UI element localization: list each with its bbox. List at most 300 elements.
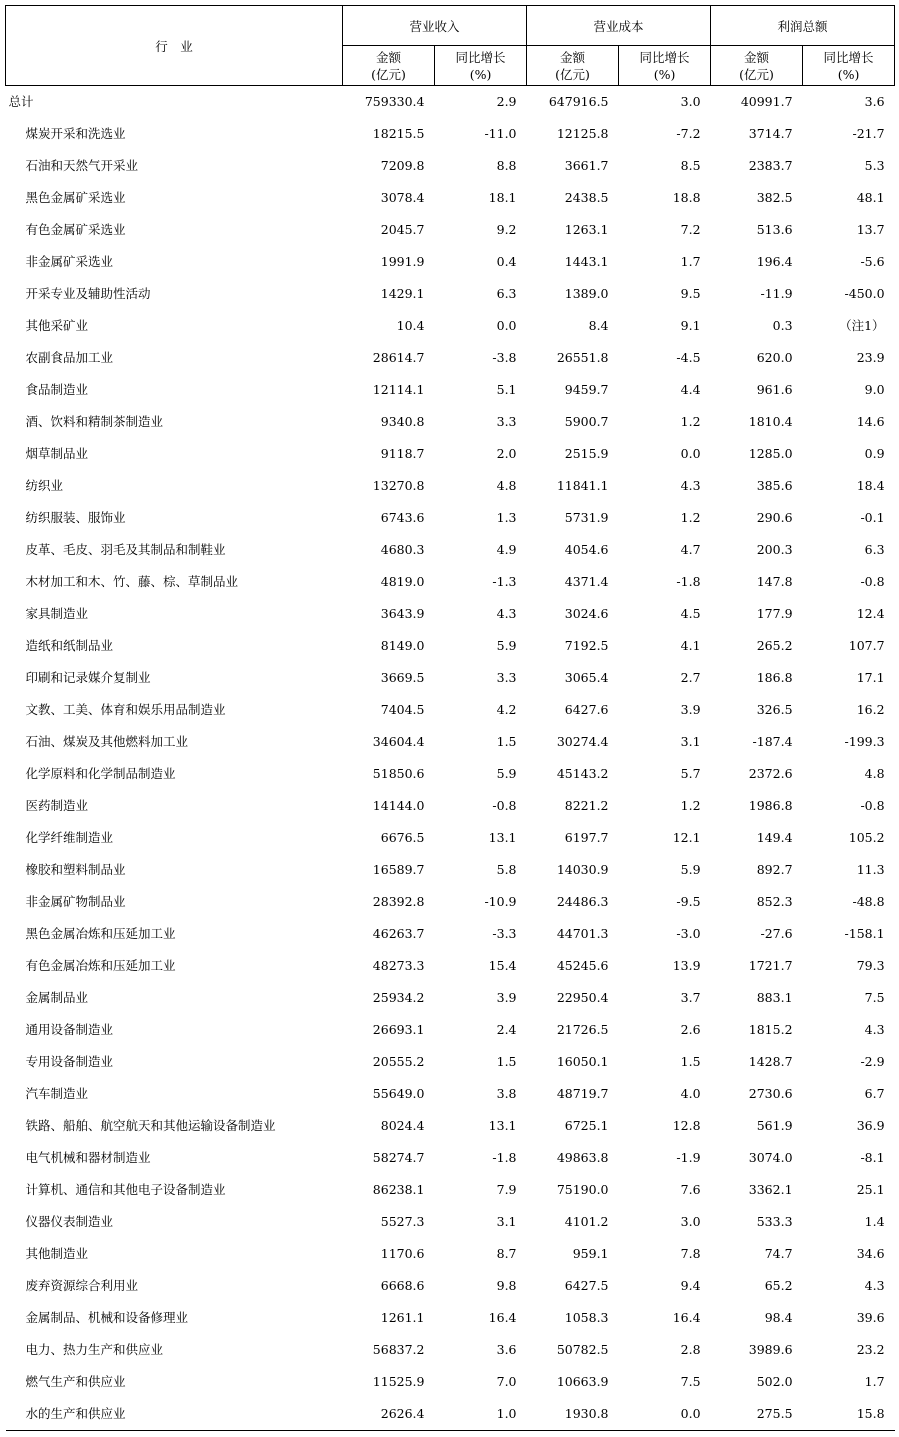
header-sub-amount: 金额 (亿元) <box>343 46 435 86</box>
industry-name: 食品制造业 <box>25 382 89 397</box>
amount-cell: 65.2 <box>764 1278 793 1293</box>
table-row <box>6 1206 895 1238</box>
growth-cell: 1.2 <box>680 414 701 429</box>
growth-cell: 5.9 <box>680 862 701 877</box>
amount-cell: 2515.9 <box>564 446 609 461</box>
growth-cell: 3.9 <box>496 990 517 1005</box>
growth-cell: 36.9 <box>856 1118 885 1133</box>
growth-cell: 23.9 <box>856 350 885 365</box>
amount-cell: 382.5 <box>756 190 793 205</box>
amount-cell: 11841.1 <box>556 478 609 493</box>
growth-cell: 7.9 <box>496 1182 517 1197</box>
total-row <box>6 86 895 119</box>
table-row <box>6 1142 895 1174</box>
amount-cell: 1986.8 <box>748 798 793 813</box>
growth-cell: 1.5 <box>496 734 517 749</box>
table-row <box>6 470 895 502</box>
growth-cell: -9.5 <box>676 894 701 909</box>
table-row <box>6 1398 895 1431</box>
growth-cell: 3.1 <box>680 734 701 749</box>
growth-cell: 17.1 <box>856 670 885 685</box>
industry-name: 其他采矿业 <box>25 318 89 333</box>
amount-cell: 86238.1 <box>372 1182 425 1197</box>
amount-cell: 26551.8 <box>556 350 609 365</box>
growth-cell: 1.7 <box>680 254 701 269</box>
industry-name: 皮革、毛皮、羽毛及其制品和制鞋业 <box>25 542 226 557</box>
table-row <box>6 886 895 918</box>
industry-name: 酒、饮料和精制茶制造业 <box>25 414 164 429</box>
amount-cell: 3074.0 <box>748 1150 793 1165</box>
growth-cell: 107.7 <box>848 638 885 653</box>
amount-cell: 4819.0 <box>380 574 425 589</box>
growth-cell: 5.7 <box>680 766 701 781</box>
growth-cell: 4.1 <box>680 638 701 653</box>
header-sub-growth: 同比增长 (%) <box>435 46 527 86</box>
growth-cell: （注1） <box>839 318 885 333</box>
growth-cell: 8.5 <box>680 158 701 173</box>
table-row <box>6 1110 895 1142</box>
table-row <box>6 790 895 822</box>
growth-cell: -0.8 <box>860 574 885 589</box>
amount-cell: 8149.0 <box>380 638 425 653</box>
table-row <box>6 1174 895 1206</box>
growth-cell: 7.5 <box>680 1374 701 1389</box>
amount-cell: 149.4 <box>756 830 793 845</box>
amount-cell: 3661.7 <box>564 158 609 173</box>
amount-cell: 58274.7 <box>372 1150 425 1165</box>
amount-cell: 961.6 <box>756 382 793 397</box>
amount-cell: 326.5 <box>756 702 793 717</box>
industry-name: 仪器仪表制造业 <box>25 1214 114 1229</box>
table-row <box>6 1238 895 1270</box>
growth-cell: 8.8 <box>496 158 517 173</box>
growth-cell: 8.7 <box>496 1246 517 1261</box>
amount-cell: 2045.7 <box>380 222 425 237</box>
amount-cell: 3078.4 <box>380 190 425 205</box>
amount-cell: 3362.1 <box>748 1182 793 1197</box>
growth-cell: 3.3 <box>496 414 517 429</box>
amount-cell: 892.7 <box>756 862 793 877</box>
amount-cell: 12114.1 <box>372 382 425 397</box>
amount-cell: 7192.5 <box>564 638 609 653</box>
growth-cell: -450.0 <box>844 286 885 301</box>
growth-cell: 1.2 <box>680 798 701 813</box>
table-row <box>6 438 895 470</box>
amount-cell: 759330.4 <box>364 94 425 109</box>
growth-cell: 105.2 <box>848 830 885 845</box>
growth-cell: 4.8 <box>496 478 517 493</box>
growth-cell: 5.9 <box>496 638 517 653</box>
industry-name: 专用设备制造业 <box>25 1054 114 1069</box>
growth-cell: -4.5 <box>676 350 701 365</box>
growth-cell: 3.6 <box>864 94 885 109</box>
amount-cell: 1443.1 <box>564 254 609 269</box>
growth-cell: 11.3 <box>856 862 885 877</box>
table-row <box>6 1302 895 1334</box>
growth-cell: 13.7 <box>856 222 885 237</box>
table-row <box>6 822 895 854</box>
table-row <box>6 214 895 246</box>
industry-name: 铁路、船舶、航空航天和其他运输设备制造业 <box>25 1118 276 1133</box>
growth-cell: 4.9 <box>496 542 517 557</box>
header-profit: 利润总额 <box>711 6 895 46</box>
growth-cell: 7.0 <box>496 1374 517 1389</box>
amount-cell: 177.9 <box>756 606 793 621</box>
table-row <box>6 374 895 406</box>
amount-cell: 12125.8 <box>556 126 609 141</box>
table-row <box>6 278 895 310</box>
growth-cell: 1.3 <box>496 510 517 525</box>
table-row <box>6 982 895 1014</box>
industry-name: 化学原料和化学制品制造业 <box>25 766 176 781</box>
growth-cell: 9.2 <box>496 222 517 237</box>
growth-cell: 6.7 <box>864 1086 885 1101</box>
amount-cell: 5731.9 <box>564 510 609 525</box>
amount-cell: 13270.8 <box>372 478 425 493</box>
growth-cell: 9.1 <box>680 318 701 333</box>
industry-name: 纺织服装、服饰业 <box>25 510 126 525</box>
growth-cell: -7.2 <box>676 126 701 141</box>
growth-cell: -1.9 <box>676 1150 701 1165</box>
amount-cell: 561.9 <box>756 1118 793 1133</box>
growth-cell: -48.8 <box>852 894 885 909</box>
growth-cell: 1.4 <box>864 1214 885 1229</box>
growth-cell: -1.3 <box>492 574 517 589</box>
amount-cell: 8024.4 <box>380 1118 425 1133</box>
growth-cell: 9.4 <box>680 1278 701 1293</box>
growth-cell: 0.9 <box>864 446 885 461</box>
table-row <box>6 150 895 182</box>
industry-name: 计算机、通信和其他电子设备制造业 <box>25 1182 226 1197</box>
growth-cell: 12.8 <box>672 1118 701 1133</box>
growth-cell: -158.1 <box>844 926 885 941</box>
amount-cell: 6427.5 <box>564 1278 609 1293</box>
amount-cell: 147.8 <box>756 574 793 589</box>
growth-cell: 15.8 <box>856 1406 885 1421</box>
growth-cell: 5.8 <box>496 862 517 877</box>
growth-cell: 7.8 <box>680 1246 701 1261</box>
header-sub-amount: 金额 (亿元) <box>711 46 803 86</box>
growth-cell: -0.8 <box>860 798 885 813</box>
industry-name: 医药制造业 <box>25 798 89 813</box>
amount-cell: 34604.4 <box>372 734 425 749</box>
table-row <box>6 1366 895 1398</box>
amount-cell: 46263.7 <box>372 926 425 941</box>
growth-cell: 2.6 <box>680 1022 701 1037</box>
table-row <box>6 534 895 566</box>
industry-name: 有色金属矿采选业 <box>25 222 126 237</box>
amount-cell: 98.4 <box>764 1310 793 1325</box>
amount-cell: 28614.7 <box>372 350 425 365</box>
amount-cell: 959.1 <box>572 1246 609 1261</box>
table-row <box>6 694 895 726</box>
header-sub-amount: 金额 (亿元) <box>527 46 619 86</box>
industry-name: 纺织业 <box>25 478 64 493</box>
amount-cell: 16589.7 <box>372 862 425 877</box>
industry-name: 电力、热力生产和供应业 <box>25 1342 164 1357</box>
growth-cell: 4.7 <box>680 542 701 557</box>
growth-cell: 1.5 <box>496 1054 517 1069</box>
amount-cell: 265.2 <box>756 638 793 653</box>
amount-cell: 5527.3 <box>380 1214 425 1229</box>
table-row <box>6 662 895 694</box>
amount-cell: 6668.6 <box>380 1278 425 1293</box>
amount-cell: 11525.9 <box>372 1374 425 1389</box>
growth-cell: 0.4 <box>496 254 517 269</box>
growth-cell: 79.3 <box>856 958 885 973</box>
amount-cell: 852.3 <box>756 894 793 909</box>
growth-cell: 2.0 <box>496 446 517 461</box>
amount-cell: 14030.9 <box>556 862 609 877</box>
amount-cell: 26693.1 <box>372 1022 425 1037</box>
table-row <box>6 502 895 534</box>
growth-cell: 4.0 <box>680 1086 701 1101</box>
growth-cell: -2.9 <box>860 1054 885 1069</box>
amount-cell: 3989.6 <box>748 1342 793 1357</box>
table-row <box>6 118 895 150</box>
amount-cell: 883.1 <box>756 990 793 1005</box>
growth-cell: 4.5 <box>680 606 701 621</box>
header-group-row <box>6 6 895 46</box>
table-row <box>6 1078 895 1110</box>
amount-cell: 10663.9 <box>556 1374 609 1389</box>
growth-cell: 3.3 <box>496 670 517 685</box>
amount-cell: 647916.5 <box>548 94 609 109</box>
industry-name: 木材加工和木、竹、藤、棕、草制品业 <box>25 574 239 589</box>
growth-cell: 3.6 <box>496 1342 517 1357</box>
amount-cell: 3714.7 <box>748 126 793 141</box>
amount-cell: 9118.7 <box>380 446 425 461</box>
amount-cell: 2383.7 <box>748 158 793 173</box>
growth-cell: 3.9 <box>680 702 701 717</box>
amount-cell: 56837.2 <box>372 1342 425 1357</box>
growth-cell: 4.3 <box>680 478 701 493</box>
industry-name: 化学纤维制造业 <box>25 830 114 845</box>
growth-cell: 16.4 <box>672 1310 701 1325</box>
growth-cell: 3.7 <box>680 990 701 1005</box>
industry-name: 通用设备制造业 <box>25 1022 114 1037</box>
growth-cell: 23.2 <box>856 1342 885 1357</box>
amount-cell: 7404.5 <box>380 702 425 717</box>
growth-cell: 5.9 <box>496 766 517 781</box>
amount-cell: 24486.3 <box>556 894 609 909</box>
industry-name: 石油和天然气开采业 <box>25 158 139 173</box>
table-row <box>6 406 895 438</box>
industry-name: 黑色金属冶炼和压延加工业 <box>25 926 176 941</box>
amount-cell: 14144.0 <box>372 798 425 813</box>
growth-cell: -3.0 <box>676 926 701 941</box>
amount-cell: 513.6 <box>756 222 793 237</box>
amount-cell: 45143.2 <box>556 766 609 781</box>
header-sub-growth: 同比增长 (%) <box>619 46 711 86</box>
amount-cell: 3024.6 <box>564 606 609 621</box>
growth-cell: 7.5 <box>864 990 885 1005</box>
amount-cell: 1170.6 <box>380 1246 425 1261</box>
amount-cell: 6725.1 <box>564 1118 609 1133</box>
growth-cell: 18.4 <box>856 478 885 493</box>
amount-cell: 6427.6 <box>564 702 609 717</box>
growth-cell: 48.1 <box>856 190 885 205</box>
amount-cell: 620.0 <box>756 350 793 365</box>
amount-cell: 1058.3 <box>564 1310 609 1325</box>
industry-name: 电气机械和器材制造业 <box>25 1150 151 1165</box>
table-row <box>6 854 895 886</box>
amount-cell: 55649.0 <box>372 1086 425 1101</box>
growth-cell: 6.3 <box>864 542 885 557</box>
growth-cell: 6.3 <box>496 286 517 301</box>
amount-cell: 50782.5 <box>556 1342 609 1357</box>
amount-cell: 1285.0 <box>748 446 793 461</box>
growth-cell: 5.3 <box>864 158 885 173</box>
industry-name: 造纸和纸制品业 <box>25 638 114 653</box>
amount-cell: 4680.3 <box>380 542 425 557</box>
growth-cell: -11.0 <box>484 126 517 141</box>
table-row <box>6 1014 895 1046</box>
industry-name: 家具制造业 <box>25 606 89 621</box>
growth-cell: -21.7 <box>852 126 885 141</box>
industry-name: 非金属矿物制品业 <box>25 894 126 909</box>
growth-cell: 4.3 <box>864 1278 885 1293</box>
amount-cell: 385.6 <box>756 478 793 493</box>
table-row <box>6 1334 895 1366</box>
growth-cell: 0.0 <box>680 446 701 461</box>
amount-cell: 25934.2 <box>372 990 425 1005</box>
growth-cell: 3.1 <box>496 1214 517 1229</box>
industry-name: 石油、煤炭及其他燃料加工业 <box>25 734 189 749</box>
growth-cell: 3.0 <box>680 94 701 109</box>
growth-cell: -5.6 <box>860 254 885 269</box>
industry-statistics-table <box>5 5 895 1431</box>
table-row <box>6 1046 895 1078</box>
amount-cell: 533.3 <box>756 1214 793 1229</box>
table-row <box>6 310 895 342</box>
growth-cell: 4.3 <box>496 606 517 621</box>
amount-cell: 186.8 <box>756 670 793 685</box>
amount-cell: 1263.1 <box>564 222 609 237</box>
amount-cell: -187.4 <box>752 734 793 749</box>
industry-name: 农副食品加工业 <box>25 350 114 365</box>
growth-cell: 13.1 <box>488 830 517 845</box>
amount-cell: 16050.1 <box>556 1054 609 1069</box>
header-cost: 营业成本 <box>527 6 711 46</box>
growth-cell: 2.7 <box>680 670 701 685</box>
industry-name: 金属制品业 <box>25 990 89 1005</box>
growth-cell: 16.2 <box>856 702 885 717</box>
amount-cell: 48719.7 <box>556 1086 609 1101</box>
amount-cell: 275.5 <box>756 1406 793 1421</box>
amount-cell: 18215.5 <box>372 126 425 141</box>
amount-cell: 10.4 <box>396 318 425 333</box>
amount-cell: 2372.6 <box>748 766 793 781</box>
amount-cell: 196.4 <box>756 254 793 269</box>
growth-cell: 3.8 <box>496 1086 517 1101</box>
amount-cell: 49863.8 <box>556 1150 609 1165</box>
industry-name: 金属制品、机械和设备修理业 <box>25 1310 189 1325</box>
amount-cell: 5900.7 <box>564 414 609 429</box>
amount-cell: 1930.8 <box>564 1406 609 1421</box>
growth-cell: 5.1 <box>496 382 517 397</box>
industry-name: 燃气生产和供应业 <box>25 1374 126 1389</box>
amount-cell: 45245.6 <box>556 958 609 973</box>
amount-cell: 1810.4 <box>748 414 793 429</box>
growth-cell: 0.0 <box>496 318 517 333</box>
table-row <box>6 182 895 214</box>
amount-cell: 6743.6 <box>380 510 425 525</box>
industry-name: 有色金属冶炼和压延加工业 <box>25 958 176 973</box>
amount-cell: 1428.7 <box>748 1054 793 1069</box>
amount-cell: 6197.7 <box>564 830 609 845</box>
growth-cell: 2.8 <box>680 1342 701 1357</box>
table-row <box>6 918 895 950</box>
amount-cell: 1261.1 <box>380 1310 425 1325</box>
amount-cell: 1389.0 <box>564 286 609 301</box>
industry-name: 黑色金属矿采选业 <box>25 190 126 205</box>
growth-cell: 0.0 <box>680 1406 701 1421</box>
industry-name: 非金属矿采选业 <box>25 254 114 269</box>
amount-cell: 1815.2 <box>748 1022 793 1037</box>
amount-cell: 75190.0 <box>556 1182 609 1197</box>
amount-cell: 51850.6 <box>372 766 425 781</box>
growth-cell: 2.4 <box>496 1022 517 1037</box>
growth-cell: 13.9 <box>672 958 701 973</box>
amount-cell: 2438.5 <box>564 190 609 205</box>
table-row <box>6 342 895 374</box>
growth-cell: 4.3 <box>864 1022 885 1037</box>
growth-cell: 9.5 <box>680 286 701 301</box>
amount-cell: 74.7 <box>764 1246 793 1261</box>
growth-cell: -0.8 <box>492 798 517 813</box>
growth-cell: 7.6 <box>680 1182 701 1197</box>
amount-cell: 4371.4 <box>564 574 609 589</box>
growth-cell: 13.1 <box>488 1118 517 1133</box>
amount-cell: 3065.4 <box>564 670 609 685</box>
industry-name: 烟草制品业 <box>25 446 89 461</box>
growth-cell: 1.5 <box>680 1054 701 1069</box>
amount-cell: 2730.6 <box>748 1086 793 1101</box>
growth-cell: 16.4 <box>488 1310 517 1325</box>
amount-cell: 1429.1 <box>380 286 425 301</box>
growth-cell: 18.1 <box>488 190 517 205</box>
growth-cell: 12.4 <box>856 606 885 621</box>
growth-cell: 2.9 <box>496 94 517 109</box>
industry-name: 其他制造业 <box>25 1246 89 1261</box>
table-row <box>6 630 895 662</box>
header-revenue: 营业收入 <box>343 6 527 46</box>
amount-cell: 6676.5 <box>380 830 425 845</box>
amount-cell: 200.3 <box>756 542 793 557</box>
growth-cell: 15.4 <box>488 958 517 973</box>
amount-cell: 48273.3 <box>372 958 425 973</box>
amount-cell: -11.9 <box>760 286 793 301</box>
amount-cell: 7209.8 <box>380 158 425 173</box>
growth-cell: 9.0 <box>864 382 885 397</box>
amount-cell: 3669.5 <box>380 670 425 685</box>
amount-cell: 28392.8 <box>372 894 425 909</box>
industry-name: 水的生产和供应业 <box>25 1406 126 1421</box>
growth-cell: 18.8 <box>672 190 701 205</box>
table-row <box>6 246 895 278</box>
growth-cell: -1.8 <box>676 574 701 589</box>
amount-cell: 9459.7 <box>564 382 609 397</box>
growth-cell: 39.6 <box>856 1310 885 1325</box>
industry-name: 橡胶和塑料制品业 <box>25 862 126 877</box>
header-sub-growth: 同比增长 (%) <box>803 46 895 86</box>
growth-cell: -8.1 <box>860 1150 885 1165</box>
growth-cell: -1.8 <box>492 1150 517 1165</box>
amount-cell: 502.0 <box>756 1374 793 1389</box>
table-row <box>6 950 895 982</box>
growth-cell: 4.2 <box>496 702 517 717</box>
